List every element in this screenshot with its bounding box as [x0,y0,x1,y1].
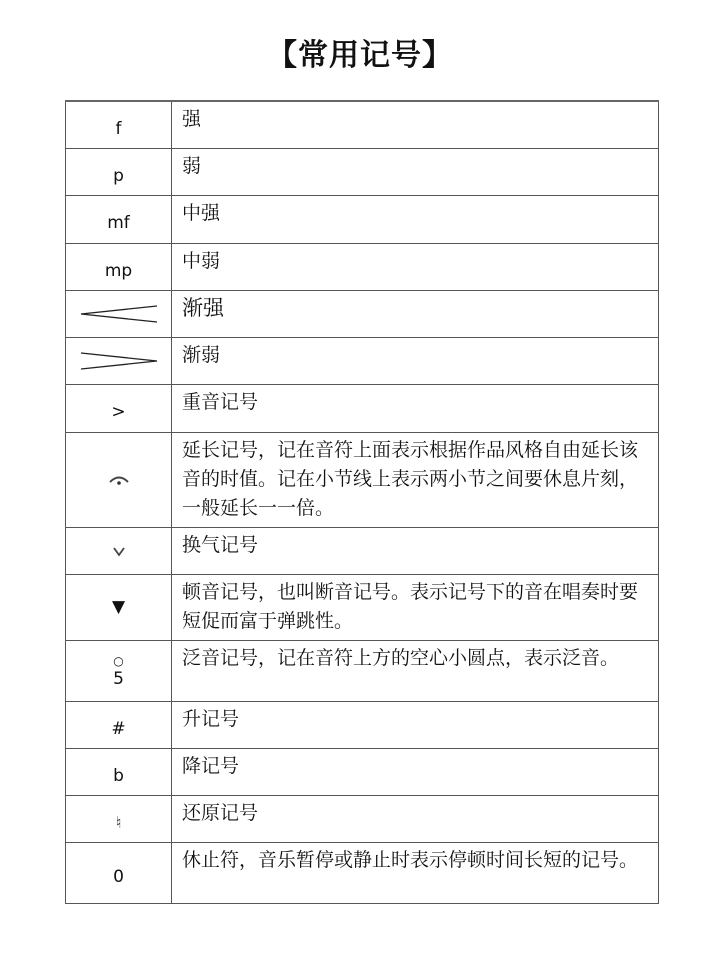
staccato-wedge-icon: ▼ [111,597,126,617]
description-cell: 强 [172,101,659,148]
table-row [66,337,659,384]
description-cell: 换气记号 [172,527,659,574]
symbol-mezzo-forte: mf [107,213,130,233]
symbol-cell [66,701,172,748]
description-cell: 还原记号 [172,795,659,842]
table-row [66,195,659,243]
symbol-cell [66,148,172,195]
description-cell: 中弱 [172,243,659,290]
harmonic-icon [113,652,124,688]
description-cell: 延长记号，记在音符上面表示根据作品风格自由延长该音的时值。记在小节线上表示两小节之间要休息片刻，一般延长一一倍。 [172,432,659,527]
description-cell: 休止符，音乐暂停或静止时表示停顿时间长短的记号。 [172,842,659,903]
table-row [66,290,659,337]
symbol-piano: p [113,165,124,186]
page-title: 【常用记号】 [267,38,453,73]
fermata-icon [66,473,171,487]
symbol-cell [66,842,172,903]
description-cell: 渐强 [172,290,659,337]
table-row [66,527,659,574]
description-cell: 降记号 [172,748,659,795]
table-row [66,842,659,903]
breath-mark-icon [66,545,171,557]
harmonic-circle: ○ [113,654,124,668]
symbol-cell [66,640,172,701]
symbol-cell [66,574,172,640]
description-cell: 中强 [172,195,659,243]
harmonic-note: 5 [113,669,124,689]
table-row [66,101,659,148]
symbol-cell [66,195,172,243]
symbol-forte: f [115,118,122,139]
table-row [66,701,659,748]
description-cell: 升记号 [172,701,659,748]
table-row [66,795,659,842]
symbol-cell [66,527,172,574]
sharp-icon: # [111,718,126,739]
crescendo-hairpin-icon [66,302,171,326]
description-cell: 渐弱 [172,337,659,384]
table-row [66,640,659,701]
symbol-cell [66,290,172,337]
symbol-cell [66,337,172,384]
table-row [66,574,659,640]
table-row [66,432,659,527]
description-cell: 顿音记号，也叫断音记号。表示记号下的音在唱奏时要短促而富于弹跳性。 [172,574,659,640]
symbol-cell [66,748,172,795]
symbol-cell [66,432,172,527]
table-row [66,384,659,432]
table-row [66,243,659,290]
symbol-cell [66,243,172,290]
natural-sign-icon: ♮ [115,812,122,832]
flat-icon: b [113,765,124,786]
table-row [66,148,659,195]
rest-icon: 0 [113,866,124,887]
music-symbols-table [65,100,659,904]
description-cell: 弱 [172,148,659,195]
accent-icon: > [111,402,126,422]
symbol-cell [66,384,172,432]
description-cell: 重音记号 [172,384,659,432]
description-cell: 泛音记号，记在音符上方的空心小圆点，表示泛音。 [172,640,659,701]
symbol-cell [66,795,172,842]
symbol-cell [66,101,172,148]
symbol-mezzo-piano: mp [104,260,133,281]
table-row [66,748,659,795]
decrescendo-hairpin-icon [66,349,171,373]
